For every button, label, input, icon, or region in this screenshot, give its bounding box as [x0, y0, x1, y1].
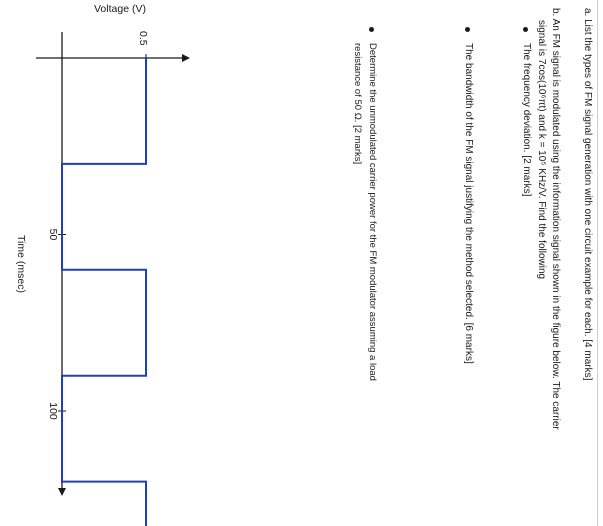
- question-bullet-1: The frequency deviation. [2 marks]: [521, 43, 532, 197]
- question-b-line1: b. An FM signal is modulated using the information signal shown in the figure below. The carrier: [550, 8, 561, 430]
- x-tick-label-50: 50: [47, 228, 59, 241]
- x-tick-label-100: 100: [47, 402, 59, 420]
- question-a: a. List the types of FM signal generation with one circuit example for each. [4 marks]: [582, 8, 593, 381]
- signal-series-line: [62, 58, 146, 526]
- question-bullet-2: The bandwidth of the FM signal justifying the method selected. [6 marks]: [463, 43, 474, 364]
- y-axis-label: Voltage (V): [94, 3, 146, 15]
- question-b-line2: signal is 7cos(10⁶πt) and k = 10⁵ KHz/V. Find the following: [536, 20, 547, 280]
- y-tick-label-0.5: 0.5: [137, 31, 149, 46]
- question-bullet-3-line1: Determine the unmodulated carrier power for the FM modulator assuming a load: [367, 43, 378, 381]
- question-bullet-3-line2: resistance of 50 Ω. [2 marks]: [352, 43, 363, 165]
- x-axis-label: Time (msec): [15, 235, 27, 293]
